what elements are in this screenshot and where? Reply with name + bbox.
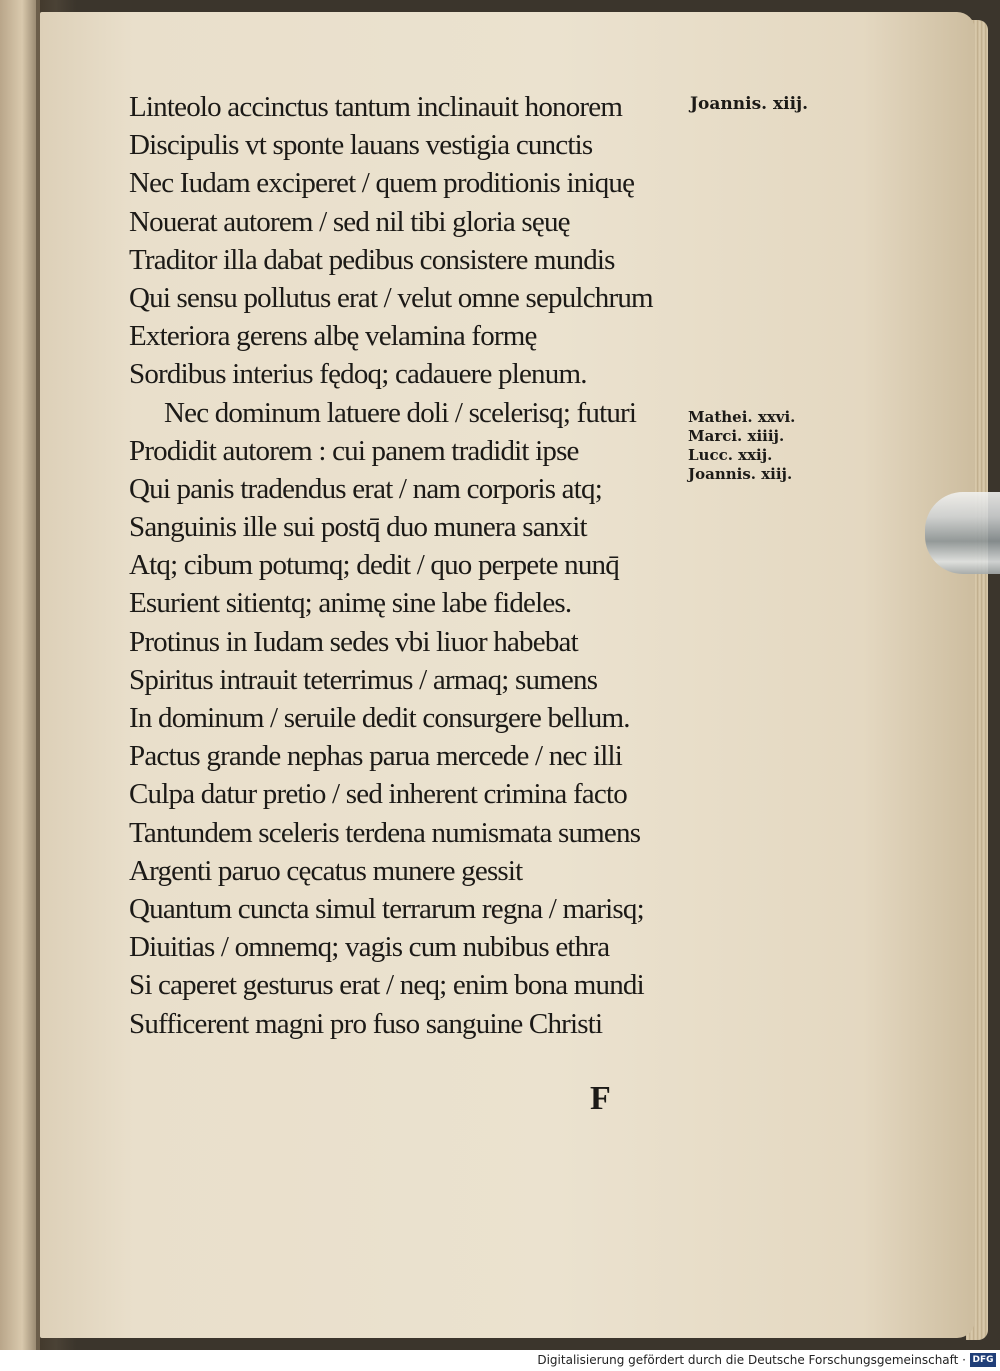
margin-note-line: Marci. xiiij. [688,427,785,445]
margin-note-line: Mathei. xxvi. [688,408,796,426]
text-line: Exteriora gerens albę velamina formę [129,320,537,353]
text-line: Si caperet gesturus erat / neq; enim bona mundi [129,969,644,1002]
text-line: Atq; cibum potumq; dedit / quo perpete nunq̄ [129,549,619,582]
text-line: Traditor illa dabat pedibus consistere mundis [129,243,615,276]
text-line: Prodidit autorem : cui panem tradidit ipse [129,434,579,467]
text-line: Pactus grande nephas parua mercede / nec illi [129,740,623,773]
text-line: Quantum cuncta simul terrarum regna / marisq; [129,892,644,925]
text-line: Nec dominum latuere doli / scelerisq; futuri [164,396,637,429]
text-line: Culpa datur pretio / sed inherent crimina facto [129,778,627,811]
text-line: Sufficerent magni pro fuso sanguine Christi [129,1007,603,1040]
footer-credit: Digitalisierung gefördert durch die Deutsche Forschungsgemeinschaft · [537,1353,966,1367]
text-line: Protinus in Iudam sedes vbi liuor habebat [129,625,578,658]
margin-note-gospels [688,408,795,484]
text-line: Nouerat autorem / sed nil tibi gloria sęuę [129,205,570,238]
margin-note-line: Joannis. xiij. [688,465,793,483]
text-line: Tantundem sceleris terdena numismata sumens [129,816,641,849]
signature-mark: F [590,1080,611,1117]
text-line: Diuitias / omnemq; vagis cum nubibus ethra [129,931,610,964]
text-line: Discipulis vt sponte lauans vestigia cunctis [129,129,593,162]
text-line: Esurient sitientq; animę sine labe fideles. [129,587,572,620]
text-line: Qui sensu pollutus erat / velut omne sepulchrum [129,281,653,314]
dfg-logo: DFG [970,1353,996,1367]
text-line: Spiritus intrauit teterrimus / armaq; sumens [129,663,598,696]
poem-text [129,88,689,1043]
text-line: Qui panis tradendus erat / nam corporis atq; [129,472,602,505]
text-line: Argenti paruo cęcatus munere gessit [129,854,523,887]
margin-note-line: Lucc. xxij. [688,446,773,464]
text-line: Sordibus interius fędoq; cadauere plenum. [129,358,587,391]
text-line: In dominum / seruile dedit consurgere bellum. [129,702,630,734]
left-page-edge [0,0,40,1350]
text-line: Nec Iudam exciperet / quem proditionis iniquę [129,167,635,200]
text-line: Linteolo accinctus tantum inclinauit honorem [129,91,623,123]
footer-bar [0,1350,1000,1371]
glass-page-weight [925,492,1000,574]
margin-note-joannis: Joannis. xiij. [690,94,809,114]
text-line: Sanguinis ille sui postq̄ duo munera sanxit [129,511,587,544]
